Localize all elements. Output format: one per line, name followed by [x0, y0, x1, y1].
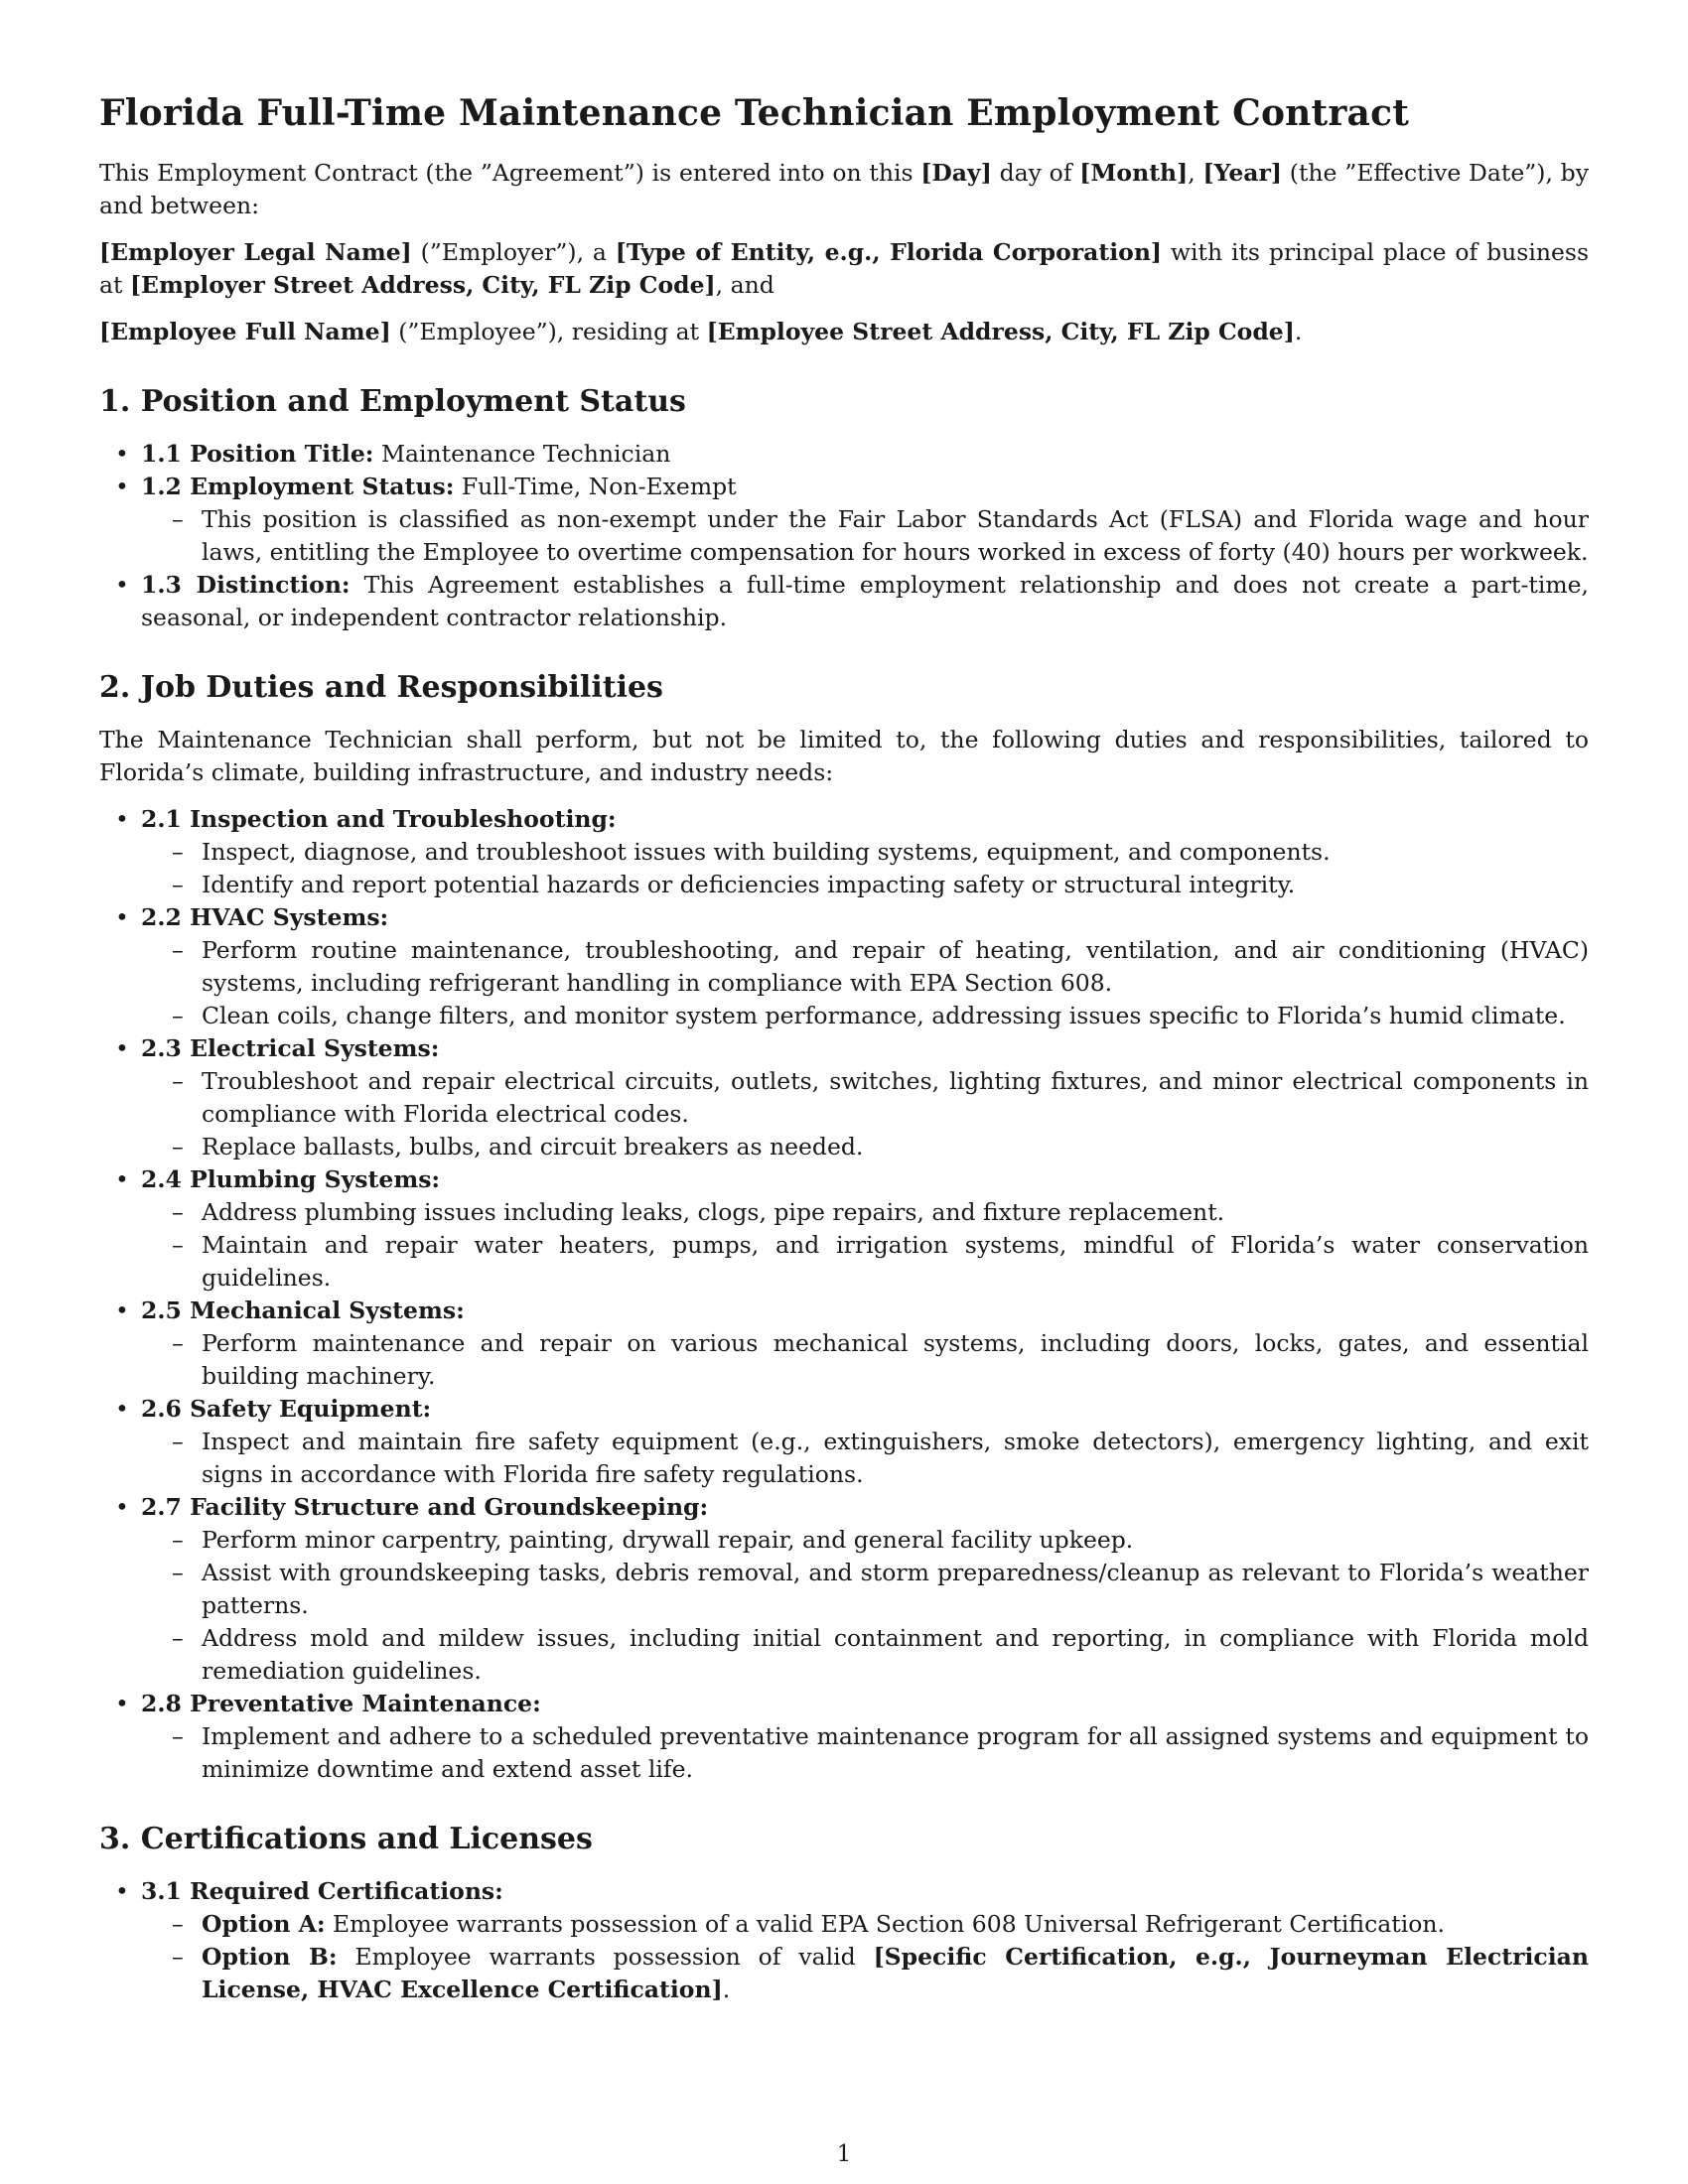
sub-list-item: – This position is classified as non-exempt under the Fair Labor Standards Act (FLSA) and Florida wage and hour laws, entitling the Employee to overtime compensation for hours worked in excess of forty (40) hours per workweek.: [202, 503, 1589, 569]
list-item: • 3.1 Required Certifications: – Option A: Employee warrants possession of a valid EPA Section 608 Universal Refrigerant Certification. – Option B: Employee warrants possession of valid [Specific Certification, e.g., Journeyman Electrician License, HVAC Excellence Certification].: [141, 1875, 1589, 2006]
employee-address-placeholder: [Employee Street Address, City, FL Zip Code]: [706, 318, 1295, 345]
list-item: • 2.1 Inspection and Troubleshooting: – Inspect, diagnose, and troubleshoot issues with building systems, equipment, and components. – Identify and report potential hazards or deficiencies impacting safety or structural integrity.: [141, 803, 1589, 901]
sub-list-item: – Option A: Employee warrants possession of a valid EPA Section 608 Universal Refrigerant Certification.: [202, 1908, 1589, 1941]
sub-list: [141, 1426, 1589, 1491]
list-item: • 2.4 Plumbing Systems: – Address plumbing issues including leaks, clogs, pipe repairs, and fixture replacement. – Maintain and repair water heaters, pumps, and irrigation systems, mindful of Florida’s water conservation guidelines.: [141, 1163, 1589, 1295]
sub-list-item: – Option B: Employee warrants possession of valid [Specific Certification, e.g., Journeyman Electrician License, HVAC Excellence Certification].: [202, 1941, 1589, 2006]
sub-list-item: – Inspect, diagnose, and troubleshoot issues with building systems, equipment, and components.: [202, 836, 1589, 869]
sub-list: [141, 503, 1589, 569]
entity-type-placeholder: [Type of Entity, e.g., Florida Corporation]: [615, 238, 1163, 266]
list-item: • 2.5 Mechanical Systems: – Perform maintenance and repair on various mechanical systems, including doors, locks, gates, and essential building machinery.: [141, 1295, 1589, 1393]
sub-list-item: – Maintain and repair water heaters, pumps, and irrigation systems, mindful of Florida’s water conservation guidelines.: [202, 1229, 1589, 1295]
section-1-heading: 1. Position and Employment Status: [99, 384, 686, 419]
employee-paragraph: [Employee Full Name] (”Employee”), residing at [Employee Street Address, City, FL Zip Code].: [99, 318, 1303, 345]
sub-list-item: – Implement and adhere to a scheduled preventative maintenance program for all assigned systems and equipment to minimize downtime and extend asset life.: [202, 1720, 1589, 1786]
sub-list-item: – Address mold and mildew issues, including initial containment and reporting, in compliance with Florida mold remediation guidelines.: [202, 1622, 1589, 1688]
sub-list-item: – Perform maintenance and repair on various mechanical systems, including doors, locks, gates, and essential building machinery.: [202, 1327, 1589, 1393]
section-2-heading: 2. Job Duties and Responsibilities: [99, 670, 663, 705]
section-3-heading: 3. Certifications and Licenses: [99, 1822, 593, 1856]
sub-list: [141, 1720, 1589, 1786]
year-placeholder: [Year]: [1202, 159, 1283, 187]
sub-list: [141, 1196, 1589, 1295]
sub-list-item: – Inspect and maintain fire safety equipment (e.g., extinguishers, smoke detectors), emergency lighting, and exit signs in accordance with Florida fire safety regulations.: [202, 1426, 1589, 1491]
sub-list: [141, 1065, 1589, 1163]
section-2-list: [99, 803, 1589, 1786]
certification-placeholder: [Specific Certification, e.g., Journeyman Electrician License, HVAC Excellence Certification]: [202, 1943, 1589, 2003]
month-placeholder: [Month]: [1079, 159, 1189, 187]
employee-name-placeholder: [Employee Full Name]: [99, 318, 391, 345]
sub-list: [141, 836, 1589, 901]
sub-list: [141, 1524, 1589, 1688]
page-number: 1: [836, 2141, 852, 2167]
sub-list-item: – Identify and report potential hazards or deficiencies impacting safety or structural integrity.: [202, 869, 1589, 901]
list-item: • 1.3 Distinction: This Agreement establishes a full-time employment relationship and does not create a part-time, seasonal, or independent contractor relationship.: [141, 569, 1589, 634]
sub-list-item: – Replace ballasts, bulbs, and circuit breakers as needed.: [202, 1131, 1589, 1163]
list-item: • 1.1 Position Title: Maintenance Technician: [141, 438, 1589, 471]
document-page: [99, 79, 1589, 2006]
sub-list-item: – Clean coils, change filters, and monitor system performance, addressing issues specific to Florida’s humid climate.: [202, 1000, 1589, 1032]
sub-list-item: – Perform minor carpentry, painting, drywall repair, and general facility upkeep.: [202, 1524, 1589, 1557]
sub-list-item: – Troubleshoot and repair electrical circuits, outlets, switches, lighting fixtures, and minor electrical components in compliance with Florida electrical codes.: [202, 1065, 1589, 1131]
employer-paragraph: [Employer Legal Name] (”Employer”), a [Type of Entity, e.g., Florida Corporation] with its principal place of business at [Employer Street Address, City, FL Zip Code], and: [99, 238, 1590, 299]
list-item: • 2.3 Electrical Systems: – Troubleshoot and repair electrical circuits, outlets, switches, lighting fixtures, and minor electrical components in compliance with Florida electrical codes. – Replace ballasts, bulbs, and circuit breakers as needed.: [141, 1032, 1589, 1163]
sub-list: [141, 1908, 1589, 2006]
sub-list-item: – Address plumbing issues including leaks, clogs, pipe repairs, and fixture replacement.: [202, 1196, 1589, 1229]
document-title: Florida Full-Time Maintenance Technician Employment Contract: [99, 92, 1410, 134]
sub-list-item: – Assist with groundskeeping tasks, debris removal, and storm preparedness/cleanup as relevant to Florida’s weather patterns.: [202, 1557, 1589, 1622]
section-2-intro: The Maintenance Technician shall perform, but not be limited to, the following duties and responsibilities, tailored to Florida’s climate, building infrastructure, and industry needs:: [99, 726, 1589, 786]
list-item: • 2.6 Safety Equipment: – Inspect and maintain fire safety equipment (e.g., extinguishers, smoke detectors), emergency lighting, and exit signs in accordance with Florida fire safety regulations.: [141, 1393, 1589, 1491]
list-item: • 2.2 HVAC Systems: – Perform routine maintenance, troubleshooting, and repair of heating, ventilation, and air conditioning (HVAC) systems, including refrigerant handling in compliance with EPA Section 608. – Clean coils, change filters, and monitor system performance, addressing issues specific to Florida’s humid climate.: [141, 901, 1589, 1032]
list-item: • 1.2 Employment Status: Full-Time, Non-Exempt – This position is classified as non-exempt under the Fair Labor Standards Act (FLSA) and Florida wage and hour laws, entitling the Employee to overtime compensation for hours worked in excess of forty (40) hours per workweek.: [141, 471, 1589, 569]
list-item: • 2.8 Preventative Maintenance: – Implement and adhere to a scheduled preventative maintenance program for all assigned systems and equipment to minimize downtime and extend asset life.: [141, 1688, 1589, 1786]
section-3-list: [99, 1875, 1589, 2006]
employer-name-placeholder: [Employer Legal Name]: [99, 238, 412, 266]
day-placeholder: [Day]: [920, 159, 992, 187]
employer-address-placeholder: [Employer Street Address, City, FL Zip Code]: [129, 271, 716, 299]
sub-list: [141, 934, 1589, 1032]
list-item: • 2.7 Facility Structure and Groundskeeping: – Perform minor carpentry, painting, drywall repair, and general facility upkeep. – Assist with groundskeeping tasks, debris removal, and storm preparedness/cleanup as relevant to Florida’s weather patterns. – Address mold and mildew issues, including initial containment and reporting, in compliance with Florida mold remediation guidelines.: [141, 1491, 1589, 1688]
intro-paragraph: This Employment Contract (the ”Agreement”) is entered into on this [Day] day of [Month], [Year] (the ”Effective Date”), by and between:: [99, 159, 1589, 219]
section-1-list: [99, 438, 1589, 634]
sub-list: [141, 1327, 1589, 1393]
sub-list-item: – Perform routine maintenance, troubleshooting, and repair of heating, ventilation, and air conditioning (HVAC) systems, including refrigerant handling in compliance with EPA Section 608.: [202, 934, 1589, 1000]
